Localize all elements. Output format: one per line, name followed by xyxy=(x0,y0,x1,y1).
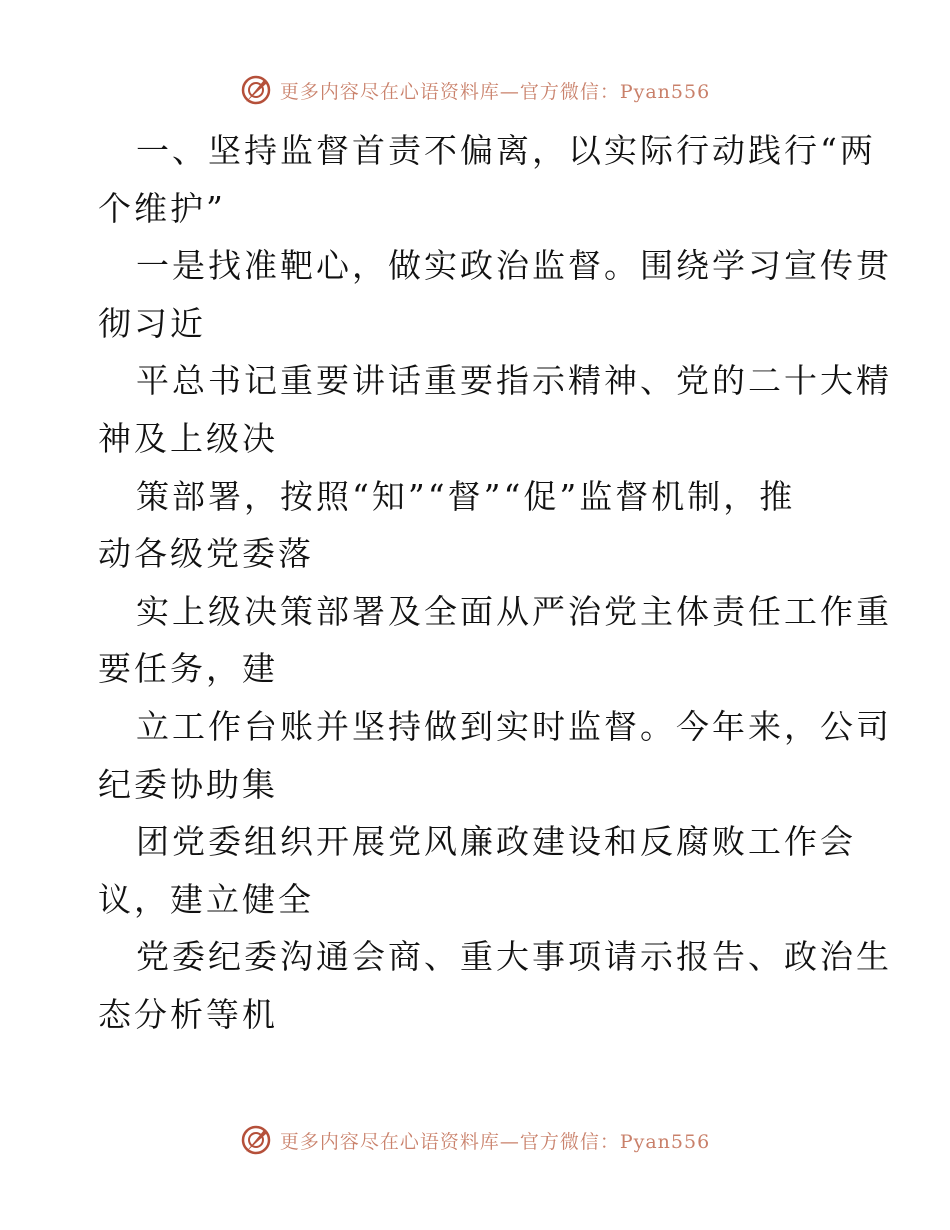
footer-watermark xyxy=(0,1120,950,1160)
paragraph-line: 态分析等机 xyxy=(98,994,278,1034)
heading-line: 个维护” xyxy=(98,188,226,228)
quill-logo-icon xyxy=(240,1124,272,1156)
paragraph-line: 彻习近 xyxy=(98,303,206,343)
paragraph-line: 议，建立健全 xyxy=(98,879,314,919)
paragraph-line: 立工作台账并坚持做到实时监督。今年来，公司 xyxy=(136,706,892,746)
heading-line: 一、坚持监督首责不偏离，以实际行动践行“两 xyxy=(136,131,876,170)
paragraph-line: 团党委组织开展党风廉政建设和反腐败工作会 xyxy=(136,822,856,862)
paragraph-line: 动各级党委落 xyxy=(98,534,314,574)
paragraph-line: 神及上级决 xyxy=(98,418,278,458)
paragraph-line: 纪委协助集 xyxy=(98,764,278,804)
paragraph-line: 党委纪委沟通会商、重大事项请示报告、政治生 xyxy=(136,937,892,977)
paragraph-line: 一是找准靶心，做实政治监督。围绕学习宣传贯 xyxy=(136,246,892,286)
watermark-text: 更多内容尽在心语资料库—官方微信：Pyan556 xyxy=(279,1130,711,1153)
header-watermark xyxy=(0,70,950,110)
paragraph-line: 实上级决策部署及全面从严治党主体责任工作重 xyxy=(136,591,892,631)
paragraph-line: 策部署，按照“知”“督”“促”监督机制，推 xyxy=(136,476,796,516)
quill-logo-icon xyxy=(240,74,272,106)
document-body xyxy=(98,122,892,1044)
watermark-text: 更多内容尽在心语资料库—官方微信：Pyan556 xyxy=(279,80,711,103)
paragraph-line: 要任务，建 xyxy=(98,649,278,689)
paragraph-line: 平总书记重要讲话重要指示精神、党的二十大精 xyxy=(136,361,892,401)
